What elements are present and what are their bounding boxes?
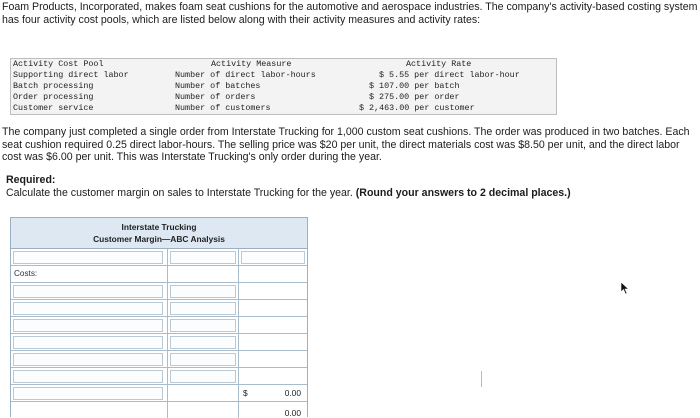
table-row <box>11 334 307 351</box>
amount-cell <box>168 300 239 316</box>
label-cell <box>11 368 168 384</box>
pool-header-row <box>11 59 556 70</box>
table-row <box>11 351 307 368</box>
label-input[interactable] <box>13 353 163 366</box>
costs-label: Costs: <box>14 269 38 278</box>
pool-row <box>11 81 556 92</box>
amount-cell <box>168 249 239 265</box>
amount-input[interactable] <box>170 336 236 349</box>
table-row <box>11 368 307 385</box>
pool-name: Order processing <box>13 92 94 102</box>
label-cell <box>11 300 168 316</box>
pool-name: Supporting direct labor <box>13 70 129 80</box>
total-costs-value: 0.00 <box>284 388 301 398</box>
pool-row <box>11 70 556 81</box>
amount-cell <box>168 385 239 401</box>
activity-pool-table <box>10 58 557 115</box>
pool-row <box>11 92 556 103</box>
pool-measure: Number of direct labor-hours <box>175 70 316 80</box>
total-cell <box>239 351 307 367</box>
pool-rate: $ 2,463.00 per customer <box>359 103 475 113</box>
table-row <box>11 283 307 300</box>
required-text: Calculate the customer margin on sales to Interstate Trucking for the year. <box>6 187 353 199</box>
table-row <box>11 317 307 334</box>
table-header <box>11 218 307 249</box>
label-input[interactable] <box>13 370 163 383</box>
amount-cell <box>168 317 239 333</box>
total-cell <box>239 283 307 299</box>
rate-header: Activity Rate <box>406 59 472 69</box>
currency-symbol: $ <box>243 388 248 398</box>
pool-name: Customer service <box>13 103 94 113</box>
label-cell <box>11 334 168 350</box>
pool-rate: $ 5.55 per direct labor-hour <box>379 70 520 80</box>
pool-name: Batch processing <box>13 81 94 91</box>
rounding-note: (Round your answers to 2 decimal places.) <box>355 187 571 199</box>
total-cell <box>239 249 307 265</box>
label-cell <box>11 317 168 333</box>
table-title: Interstate Trucking <box>121 222 197 232</box>
label-input[interactable] <box>13 387 163 400</box>
amount-cell <box>168 266 239 282</box>
total-cell <box>239 368 307 384</box>
amount-input[interactable] <box>170 302 236 315</box>
pool-header: Activity Cost Pool <box>13 59 104 69</box>
pool-rate: $ 107.00 per batch <box>369 81 460 91</box>
customer-margin-table <box>10 217 308 417</box>
label-input[interactable] <box>13 251 163 264</box>
label-cell <box>11 266 168 282</box>
amount-input[interactable] <box>170 353 236 366</box>
total-input[interactable] <box>241 251 305 264</box>
amount-cell <box>168 334 239 350</box>
label-input[interactable] <box>13 302 163 315</box>
measure-header: Activity Measure <box>211 59 292 69</box>
total-cell <box>239 317 307 333</box>
amount-input[interactable] <box>170 319 236 332</box>
total-cell <box>239 334 307 350</box>
margin-value: 0.00 <box>284 408 301 418</box>
total-cell <box>239 300 307 316</box>
pool-rate: $ 275.00 per order <box>369 92 460 102</box>
label-cell <box>11 249 168 265</box>
total-cell <box>239 266 307 282</box>
amount-input[interactable] <box>170 251 236 264</box>
label-input[interactable] <box>13 285 163 298</box>
label-cell <box>11 351 168 367</box>
divider-mark <box>481 371 482 387</box>
pool-measure: Number of customers <box>175 103 271 113</box>
label-cell <box>11 283 168 299</box>
mouse-pointer-icon <box>620 281 630 295</box>
amount-cell <box>168 351 239 367</box>
label-input[interactable] <box>13 336 163 349</box>
table-row <box>11 300 307 317</box>
pool-measure: Number of orders <box>175 92 256 102</box>
costs-row <box>11 266 307 283</box>
total-cell <box>239 385 307 401</box>
intro-paragraph: Foam Products, Incorporated, makes foam seat cushions for the automotive and aerospace industries. The company's activity-based costing system has four activity cost pools, which are listed below along with their activity measures and activity rates: <box>2 1 698 26</box>
pool-measure: Number of batches <box>175 81 261 91</box>
table-row <box>11 385 307 402</box>
table-row <box>11 249 307 266</box>
pool-row <box>11 103 556 114</box>
order-details-paragraph: The company just completed a single order from Interstate Trucking for 1,000 custom seat cushions. The order was produced in two batches. Each seat cushion required 0.25 direct labor-hours. The selling price was $20 per unit, the direct materials cost was $8.50 per unit, and the direct labor cost was $6.00 per unit. This was Interstate Trucking's only order during the year. <box>2 126 690 164</box>
amount-input[interactable] <box>170 370 236 383</box>
label-cell <box>11 385 168 401</box>
amount-input[interactable] <box>170 285 236 298</box>
label-input[interactable] <box>13 319 163 332</box>
required-heading: Required: <box>6 174 56 186</box>
required-instruction <box>6 187 571 199</box>
amount-cell <box>168 368 239 384</box>
amount-cell <box>168 283 239 299</box>
table-subtitle: Customer Margin—ABC Analysis <box>93 234 225 244</box>
